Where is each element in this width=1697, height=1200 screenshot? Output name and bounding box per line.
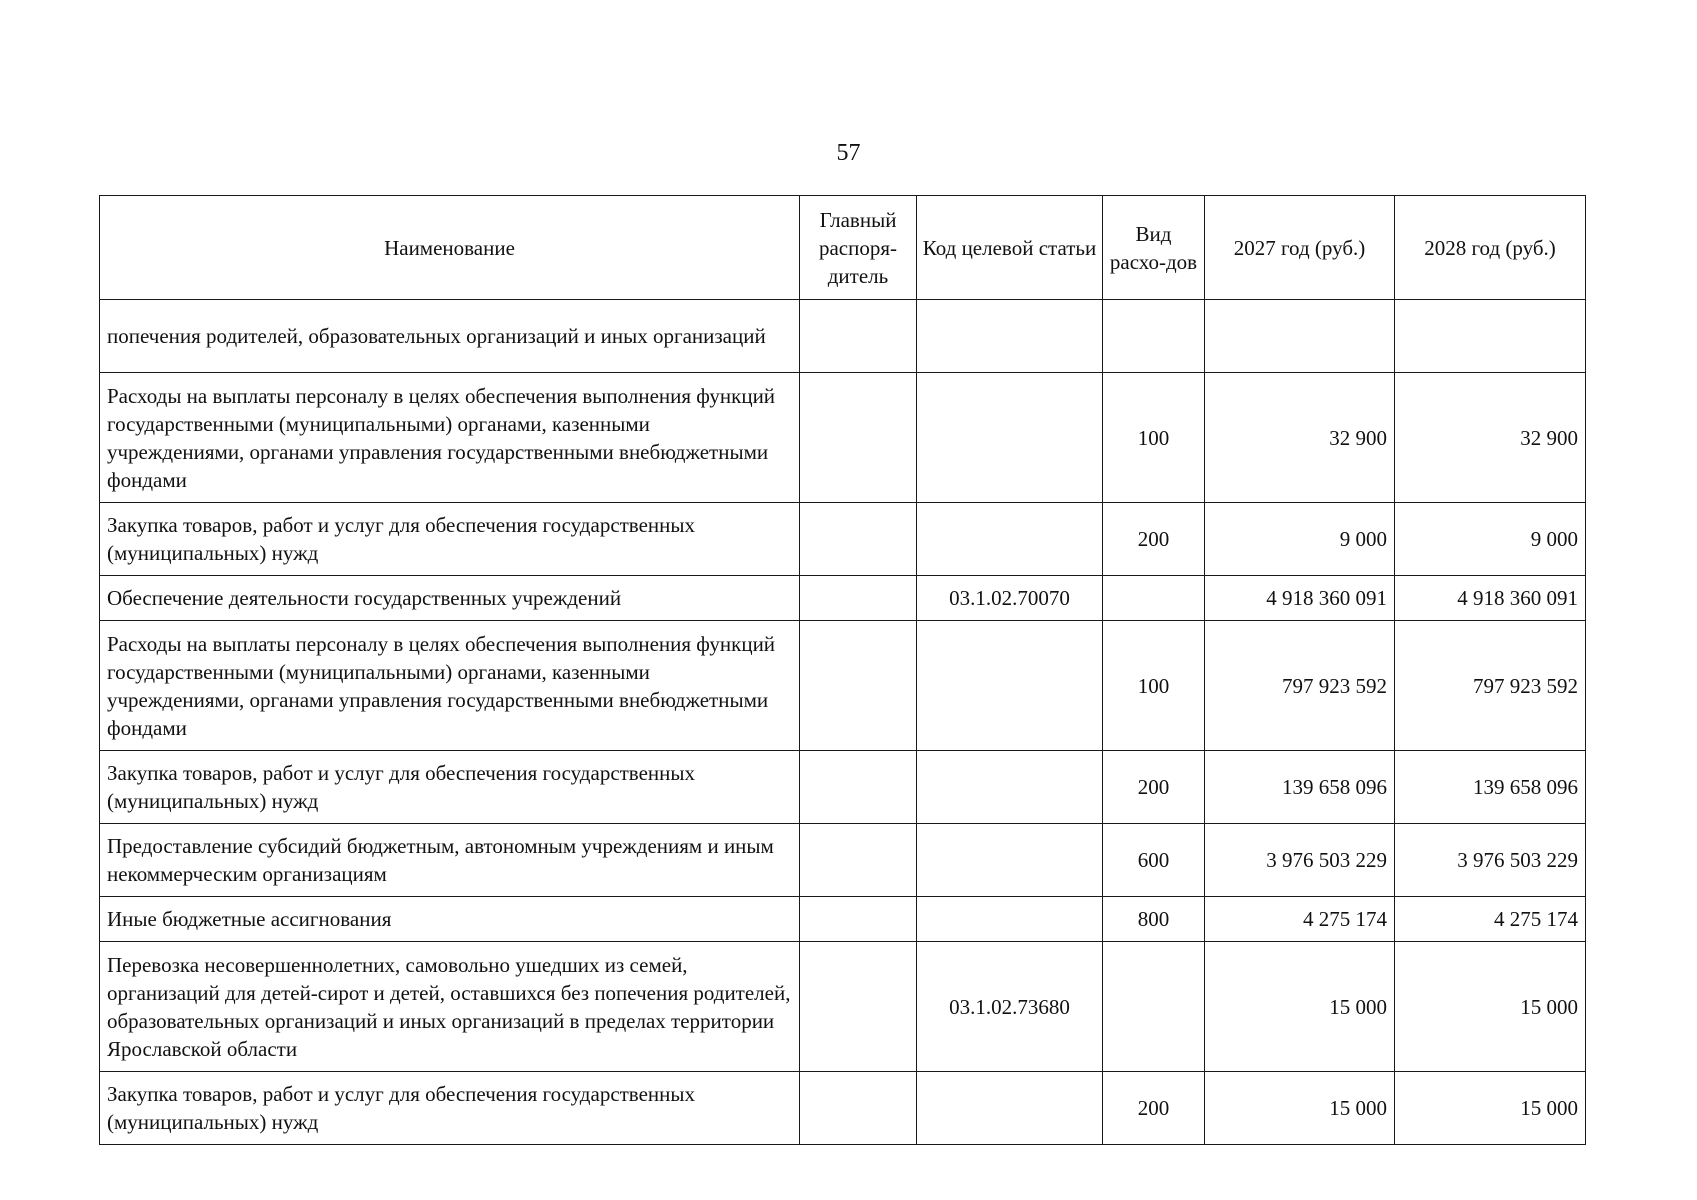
cell-name: Предоставление субсидий бюджетным, автономным учреждениям и иным некоммерческим организациям	[100, 824, 800, 897]
cell-kind: 100	[1103, 373, 1205, 503]
header-kind: Вид расхо-дов	[1103, 196, 1205, 300]
table-row	[100, 621, 1586, 751]
cell-2027: 32 900	[1205, 373, 1395, 503]
table-row	[100, 300, 1586, 373]
cell-kind: 100	[1103, 621, 1205, 751]
cell-2027: 15 000	[1205, 942, 1395, 1072]
cell-2028: 9 000	[1395, 503, 1586, 576]
header-name: Наименование	[100, 196, 800, 300]
cell-name: Расходы на выплаты персоналу в целях обеспечения выполнения функций государственными (муниципальными) органами, казенными учреждениями, органами управления государственными внебюджетными фондами	[100, 373, 800, 503]
cell-name: попечения родителей, образовательных организаций и иных организаций	[100, 300, 800, 373]
cell-kind: 600	[1103, 824, 1205, 897]
cell-manager	[800, 621, 917, 751]
cell-name: Иные бюджетные ассигнования	[100, 897, 800, 942]
table-row	[100, 373, 1586, 503]
table-row	[100, 576, 1586, 621]
header-code: Код целевой статьи	[917, 196, 1103, 300]
cell-manager	[800, 824, 917, 897]
budget-table	[99, 195, 1586, 1145]
cell-2028: 15 000	[1395, 1072, 1586, 1145]
header-manager: Главный распоря-дитель	[800, 196, 917, 300]
cell-code	[917, 300, 1103, 373]
cell-kind: 200	[1103, 751, 1205, 824]
table-row	[100, 824, 1586, 897]
page-number: 57	[836, 140, 861, 166]
cell-code	[917, 824, 1103, 897]
cell-2028: 15 000	[1395, 942, 1586, 1072]
cell-kind	[1103, 300, 1205, 373]
cell-code: 03.1.02.70070	[917, 576, 1103, 621]
cell-manager	[800, 751, 917, 824]
cell-2028: 4 918 360 091	[1395, 576, 1586, 621]
cell-2027	[1205, 300, 1395, 373]
cell-name: Закупка товаров, работ и услуг для обеспечения государственных (муниципальных) нужд	[100, 751, 800, 824]
cell-2028	[1395, 300, 1586, 373]
cell-kind	[1103, 942, 1205, 1072]
cell-code: 03.1.02.73680	[917, 942, 1103, 1072]
cell-2027: 4 918 360 091	[1205, 576, 1395, 621]
cell-kind: 800	[1103, 897, 1205, 942]
cell-kind: 200	[1103, 503, 1205, 576]
cell-manager	[800, 1072, 917, 1145]
cell-2028: 797 923 592	[1395, 621, 1586, 751]
cell-2028: 3 976 503 229	[1395, 824, 1586, 897]
table-row	[100, 503, 1586, 576]
cell-manager	[800, 576, 917, 621]
cell-2027: 15 000	[1205, 1072, 1395, 1145]
header-2027: 2027 год (руб.)	[1205, 196, 1395, 300]
cell-kind: 200	[1103, 1072, 1205, 1145]
table-header-row	[100, 196, 1586, 300]
table-row	[100, 897, 1586, 942]
cell-code	[917, 503, 1103, 576]
cell-2027: 139 658 096	[1205, 751, 1395, 824]
cell-kind	[1103, 576, 1205, 621]
cell-manager	[800, 897, 917, 942]
cell-name: Закупка товаров, работ и услуг для обеспечения государственных (муниципальных) нужд	[100, 503, 800, 576]
cell-manager	[800, 942, 917, 1072]
table-row	[100, 751, 1586, 824]
cell-2027: 797 923 592	[1205, 621, 1395, 751]
cell-manager	[800, 300, 917, 373]
cell-2028: 32 900	[1395, 373, 1586, 503]
cell-2027: 9 000	[1205, 503, 1395, 576]
table-row	[100, 942, 1586, 1072]
cell-2027: 4 275 174	[1205, 897, 1395, 942]
cell-code	[917, 621, 1103, 751]
cell-name: Обеспечение деятельности государственных учреждений	[100, 576, 800, 621]
cell-code	[917, 751, 1103, 824]
cell-code	[917, 373, 1103, 503]
cell-name: Расходы на выплаты персоналу в целях обеспечения выполнения функций государственными (муниципальными) органами, казенными учреждениями, органами управления государственными внебюджетными фондами	[100, 621, 800, 751]
cell-manager	[800, 503, 917, 576]
cell-2027: 3 976 503 229	[1205, 824, 1395, 897]
cell-2028: 139 658 096	[1395, 751, 1586, 824]
cell-code	[917, 897, 1103, 942]
cell-name: Перевозка несовершеннолетних, самовольно ушедших из семей, организаций для детей-сирот и детей, оставшихся без попечения родителей, образовательных организаций и иных организаций в пределах территории Ярославской области	[100, 942, 800, 1072]
cell-manager	[800, 373, 917, 503]
cell-name: Закупка товаров, работ и услуг для обеспечения государственных (муниципальных) нужд	[100, 1072, 800, 1145]
cell-code	[917, 1072, 1103, 1145]
header-2028: 2028 год (руб.)	[1395, 196, 1586, 300]
table-row	[100, 1072, 1586, 1145]
cell-2028: 4 275 174	[1395, 897, 1586, 942]
